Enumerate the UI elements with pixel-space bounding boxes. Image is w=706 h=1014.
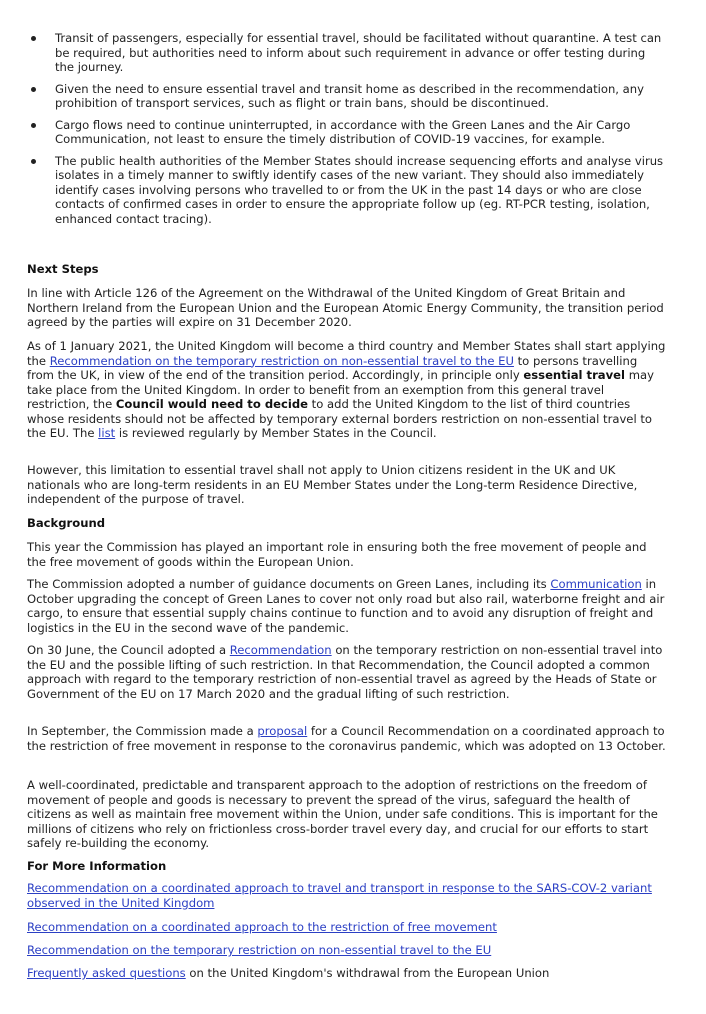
next-steps-paragraph-1: In line with Article 126 of the Agreement on the Withdrawal of the United Kingdom of Great Britain and Northern Ireland from the European Union and the European Atomic Energy Community, the transition period agreed by the parties will expire on 31 December 2020. (27, 286, 664, 329)
communication-link[interactable]: Communication (550, 577, 642, 591)
text-run: on the temporary restriction on non-essential travel into the EU and the possible lifting of such restriction. In that Recommendation, the Council adopted a common approach with regard to the temporary restriction of non-essential travel as agreed by the Heads of State or Government of the EU on 17 March 2020 and the gradual lifting of such restriction. (27, 643, 663, 701)
text-run: to add the United Kingdom to the list of third countries whose residents should not be affected by temporary external borders restriction on non-essential travel to the EU. The (27, 397, 652, 440)
faq-suffix-text: on the United Kingdom's withdrawal from the European Union (185, 966, 550, 980)
recommendation-link[interactable]: Recommendation (229, 643, 332, 657)
text-run: for a Council Recommendation on a coordinated approach to the restriction of free movement in response to the coronavirus pandemic, which was adopted on 13 October. (27, 724, 666, 753)
background-heading: Background (27, 516, 106, 530)
text-run: may take place from the United Kingdom. In order to benefit from an exemption from this general travel restriction, the (27, 368, 654, 411)
more-info-item-3 (27, 943, 667, 958)
faq-link[interactable]: Frequently asked questions (27, 966, 186, 980)
background-paragraph-4 (27, 724, 667, 753)
sars-cov-2-variant-recommendation-link[interactable]: Recommendation on a coordinated approach to travel and transport in response to the SARS-COV-2 variant observed in the United Kingdom (27, 881, 652, 910)
text-run: In September, the Commission made a (27, 724, 258, 738)
more-info-item-1 (27, 881, 667, 910)
more-info-item-2 (27, 920, 667, 935)
free-movement-recommendation-link[interactable]: Recommendation on a coordinated approach to the restriction of free movement (27, 920, 497, 934)
text-run: is reviewed regularly by Member States in the Council. (115, 426, 437, 440)
proposal-link[interactable]: proposal (257, 724, 308, 738)
next-steps-heading: Next Steps (27, 262, 99, 276)
next-steps-paragraph-2 (27, 339, 667, 441)
background-paragraph-3 (27, 643, 667, 701)
text-run: The Commission adopted a number of guidance documents on Green Lanes, including its (27, 577, 551, 591)
emphasis-essential-travel: essential travel (523, 368, 626, 382)
text-run: in October upgrading the concept of Green Lanes to cover not only road but also rail, waterborne freight and air cargo, to ensure that essential supply chains continue to function and to avoid any disruption of freight and logistics in the EU in the second wave of the pandemic. (27, 577, 665, 635)
measures-bullet-list (27, 31, 667, 233)
bullet-item-transit: Transit of passengers, especially for essential travel, should be facilitated without quarantine. A test can be required, but authorities need to inform about such requirement in advance or offer testing during the journey. (27, 31, 667, 75)
emphasis-council-decide: Council would need to decide (115, 397, 308, 411)
more-information-heading: For More Information (27, 859, 167, 873)
recommendation-non-essential-travel-link[interactable]: Recommendation on the temporary restriction on non-essential travel to the EU (49, 353, 514, 368)
next-steps-paragraph-3: However, this limitation to essential travel shall not apply to Union citizens resident in the UK and UK nationals who are long-term residents in an EU Member States under the Long-term Residence Directive, independent of the purpose of travel. (27, 463, 638, 506)
bullet-item-cargo-flows: Cargo flows need to continue uninterrupted, in accordance with the Green Lanes and the Air Cargo Communication, not least to ensure the timely distribution of COVID-19 vaccines, for example. (27, 118, 667, 147)
list-link[interactable]: list (98, 426, 116, 440)
non-essential-travel-recommendation-link[interactable]: Recommendation on the temporary restriction on non-essential travel to the EU (27, 943, 492, 957)
background-paragraph-5: A well-coordinated, predictable and transparent approach to the adoption of restrictions on the freedom of movement of people and goods is necessary to prevent the spread of the virus, safeguard the health of citizens as well as maintain free movement within the Union, under safe conditions. This is important for the millions of citizens who rely on frictionless cross-border travel every day, and crucial for our efforts to start safely re-building the economy. (27, 778, 658, 850)
text-run: As of 1 January 2021, the United Kingdom will become a third country and Member States shall start applying the (27, 339, 666, 368)
bullet-item-sequencing: The public health authorities of the Member States should increase sequencing efforts and analyse virus isolates in a timely manner to swiftly identify cases of the new variant. They should also immediately identify cases involving persons who travelled to or from the UK in the past 14 days or who are close contacts of confirmed cases in order to ensure the appropriate follow up (eg. RT-PCR testing, isolation, enhanced contact tracing). (27, 154, 667, 227)
text-run: On 30 June, the Council adopted a (27, 643, 230, 657)
background-paragraph-2 (27, 577, 667, 635)
bullet-item-transport-bans: Given the need to ensure essential travel and transit home as described in the recommendation, any prohibition of transport services, such as flight or train bans, should be discontinued. (27, 82, 667, 111)
text-run: to persons travelling from the UK, in view of the end of the transition period. Accordingly, in principle only (27, 353, 638, 382)
more-info-item-4 (27, 966, 667, 981)
background-paragraph-1: This year the Commission has played an important role in ensuring both the free movement of people and the free movement of goods within the European Union. (27, 540, 647, 569)
